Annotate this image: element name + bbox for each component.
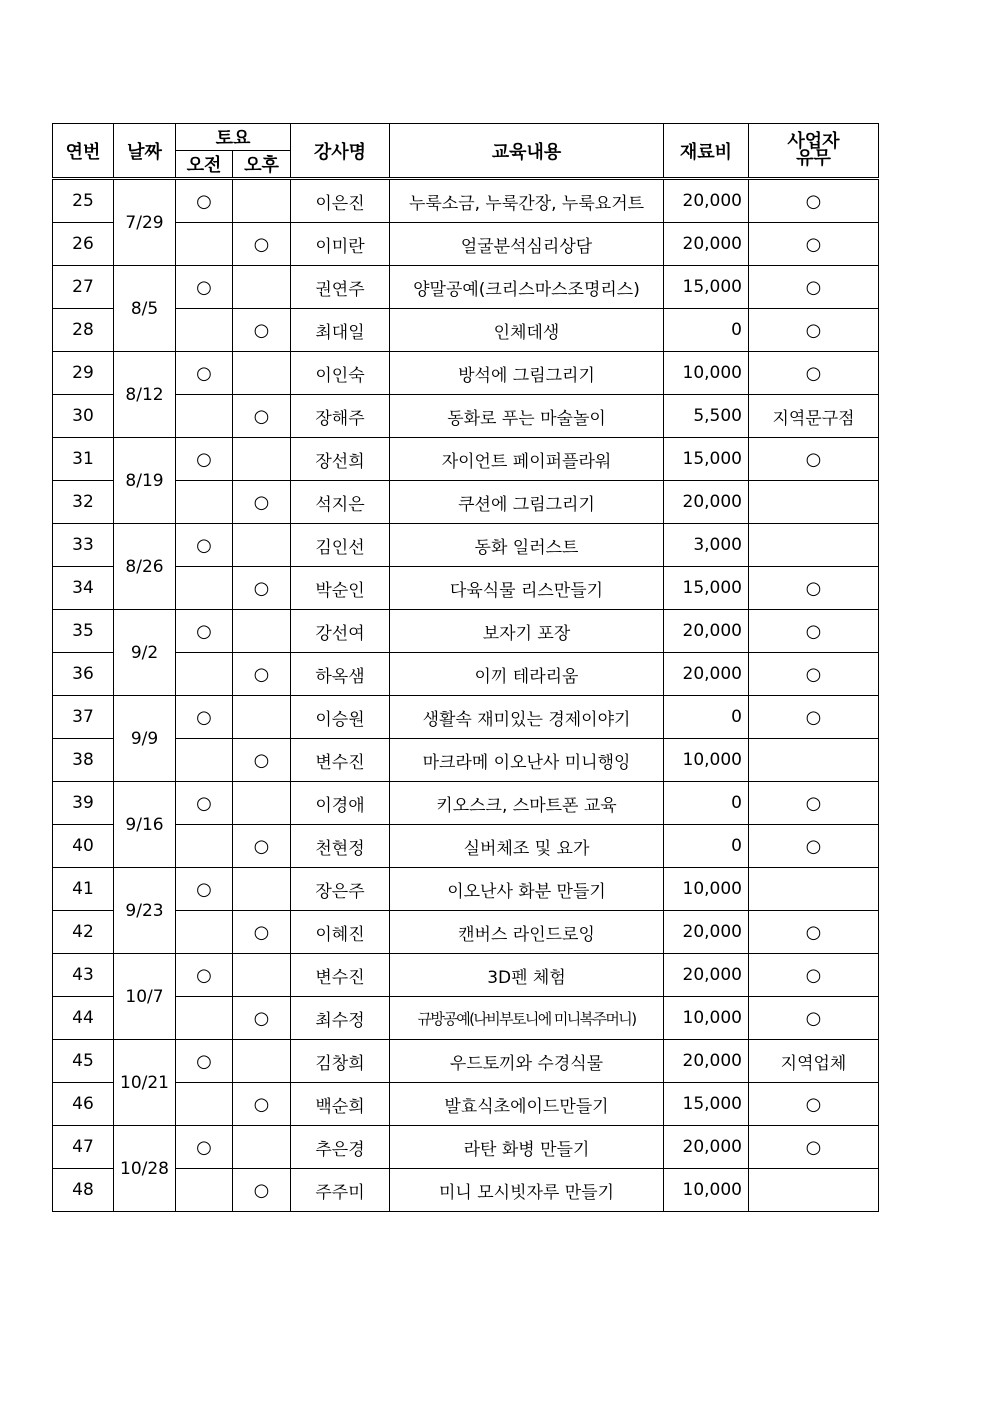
- row-business: ○: [749, 911, 879, 954]
- row-pm-mark: ○: [233, 911, 291, 954]
- row-date: 9/2: [114, 610, 176, 696]
- header-date: 날짜: [114, 124, 176, 179]
- row-fee: 10,000: [664, 868, 749, 911]
- table-row: [53, 352, 879, 395]
- header-content: 교육내용: [390, 124, 664, 179]
- row-instructor: 이인숙: [291, 352, 390, 395]
- row-am-mark: ○: [176, 696, 233, 739]
- row-fee: 20,000: [664, 481, 749, 524]
- table-row: [53, 696, 879, 739]
- row-instructor: 이경애: [291, 782, 390, 825]
- row-pm-mark: ○: [233, 825, 291, 868]
- row-pm-mark: [233, 524, 291, 567]
- row-fee: 15,000: [664, 438, 749, 481]
- row-business: ○: [749, 954, 879, 997]
- row-pm-mark: [233, 438, 291, 481]
- row-no: 35: [53, 610, 114, 653]
- row-no: 25: [53, 179, 114, 223]
- row-content: 양말공예(크리스마스조명리스): [390, 266, 664, 309]
- table-row: [53, 223, 879, 266]
- row-business: [749, 481, 879, 524]
- row-fee: 0: [664, 309, 749, 352]
- row-instructor: 주주미: [291, 1169, 390, 1212]
- table-row: [53, 825, 879, 868]
- row-instructor: 장은주: [291, 868, 390, 911]
- table-row: [53, 997, 879, 1040]
- row-instructor: 장선희: [291, 438, 390, 481]
- row-am-mark: [176, 1083, 233, 1126]
- row-no: 31: [53, 438, 114, 481]
- row-am-mark: ○: [176, 266, 233, 309]
- table-row: [53, 438, 879, 481]
- row-fee: 20,000: [664, 911, 749, 954]
- row-content: 규방공예(나비부토니에 미니복주머니): [390, 997, 664, 1040]
- row-fee: 5,500: [664, 395, 749, 438]
- row-no: 42: [53, 911, 114, 954]
- table-row: [53, 395, 879, 438]
- row-content: 쿠션에 그림그리기: [390, 481, 664, 524]
- header-am: 오전: [176, 151, 233, 179]
- row-business: [749, 868, 879, 911]
- row-am-mark: ○: [176, 524, 233, 567]
- row-pm-mark: ○: [233, 1169, 291, 1212]
- row-instructor: 이혜진: [291, 911, 390, 954]
- row-am-mark: [176, 739, 233, 782]
- header-business: [749, 124, 879, 179]
- header-pm: 오후: [233, 151, 291, 179]
- row-pm-mark: ○: [233, 481, 291, 524]
- header-instructor: 강사명: [291, 124, 390, 179]
- row-business: ○: [749, 696, 879, 739]
- row-instructor: 장해주: [291, 395, 390, 438]
- row-business: ○: [749, 997, 879, 1040]
- table-header: [53, 124, 879, 179]
- row-instructor: 김창희: [291, 1040, 390, 1083]
- row-business: ○: [749, 438, 879, 481]
- row-am-mark: ○: [176, 610, 233, 653]
- table-row: [53, 653, 879, 696]
- row-content: 키오스크, 스마트폰 교육: [390, 782, 664, 825]
- table-row: [53, 954, 879, 997]
- row-content: 얼굴분석심리상담: [390, 223, 664, 266]
- row-no: 30: [53, 395, 114, 438]
- row-pm-mark: [233, 1040, 291, 1083]
- row-fee: 0: [664, 825, 749, 868]
- row-business: ○: [749, 223, 879, 266]
- row-content: 발효식초에이드만들기: [390, 1083, 664, 1126]
- row-pm-mark: ○: [233, 309, 291, 352]
- row-business: ○: [749, 1126, 879, 1169]
- row-fee: 10,000: [664, 1169, 749, 1212]
- row-instructor: 최대일: [291, 309, 390, 352]
- row-pm-mark: [233, 179, 291, 223]
- row-date: 10/28: [114, 1126, 176, 1212]
- row-fee: 3,000: [664, 524, 749, 567]
- row-instructor: 추은경: [291, 1126, 390, 1169]
- table-row: [53, 567, 879, 610]
- row-no: 36: [53, 653, 114, 696]
- row-pm-mark: [233, 954, 291, 997]
- row-business: ○: [749, 653, 879, 696]
- row-no: 32: [53, 481, 114, 524]
- row-date: 9/23: [114, 868, 176, 954]
- row-pm-mark: [233, 868, 291, 911]
- row-fee: 10,000: [664, 997, 749, 1040]
- education-schedule-table: [52, 123, 879, 1212]
- row-pm-mark: ○: [233, 223, 291, 266]
- table-row: [53, 481, 879, 524]
- table-row: [53, 782, 879, 825]
- table-body: [53, 179, 879, 1212]
- row-fee: 20,000: [664, 179, 749, 223]
- row-content: 이오난사 화분 만들기: [390, 868, 664, 911]
- row-business: [749, 739, 879, 782]
- row-content: 누룩소금, 누룩간장, 누룩요거트: [390, 179, 664, 223]
- row-content: 인체데생: [390, 309, 664, 352]
- row-am-mark: ○: [176, 1126, 233, 1169]
- table-row: [53, 179, 879, 223]
- row-business: ○: [749, 567, 879, 610]
- row-fee: 20,000: [664, 954, 749, 997]
- table-row: [53, 524, 879, 567]
- table-row: [53, 911, 879, 954]
- row-fee: 20,000: [664, 1126, 749, 1169]
- table-row: [53, 1169, 879, 1212]
- table-row: [53, 309, 879, 352]
- row-date: 9/9: [114, 696, 176, 782]
- row-instructor: 이은진: [291, 179, 390, 223]
- row-business: ○: [749, 1083, 879, 1126]
- row-date: 10/7: [114, 954, 176, 1040]
- row-fee: 15,000: [664, 266, 749, 309]
- row-instructor: 변수진: [291, 954, 390, 997]
- row-content: 미니 모시빗자루 만들기: [390, 1169, 664, 1212]
- row-pm-mark: [233, 610, 291, 653]
- row-date: 8/12: [114, 352, 176, 438]
- table-row: [53, 1083, 879, 1126]
- row-am-mark: [176, 1169, 233, 1212]
- row-fee: 15,000: [664, 567, 749, 610]
- table-row: [53, 1126, 879, 1169]
- row-business: ○: [749, 266, 879, 309]
- table-row: [53, 266, 879, 309]
- row-fee: 20,000: [664, 610, 749, 653]
- row-pm-mark: [233, 696, 291, 739]
- row-pm-mark: ○: [233, 395, 291, 438]
- header-business-line2: 유무: [796, 147, 831, 169]
- header-fee: 재료비: [664, 124, 749, 179]
- row-date: 7/29: [114, 179, 176, 266]
- row-pm-mark: [233, 352, 291, 395]
- row-business: [749, 524, 879, 567]
- row-content: 라탄 화병 만들기: [390, 1126, 664, 1169]
- row-pm-mark: ○: [233, 739, 291, 782]
- row-instructor: 석지은: [291, 481, 390, 524]
- row-no: 33: [53, 524, 114, 567]
- row-am-mark: ○: [176, 438, 233, 481]
- row-instructor: 최수정: [291, 997, 390, 1040]
- row-fee: 0: [664, 696, 749, 739]
- row-fee: 15,000: [664, 1083, 749, 1126]
- row-content: 자이언트 페이퍼플라워: [390, 438, 664, 481]
- row-instructor: 김인선: [291, 524, 390, 567]
- row-instructor: 백순희: [291, 1083, 390, 1126]
- row-fee: 10,000: [664, 352, 749, 395]
- row-am-mark: ○: [176, 352, 233, 395]
- row-no: 46: [53, 1083, 114, 1126]
- row-date: 8/19: [114, 438, 176, 524]
- row-content: 다육식물 리스만들기: [390, 567, 664, 610]
- header-no: 연번: [53, 124, 114, 179]
- row-instructor: 강선여: [291, 610, 390, 653]
- row-no: 28: [53, 309, 114, 352]
- row-content: 방석에 그림그리기: [390, 352, 664, 395]
- row-pm-mark: [233, 1126, 291, 1169]
- row-business: ○: [749, 782, 879, 825]
- row-fee: 20,000: [664, 653, 749, 696]
- row-am-mark: ○: [176, 179, 233, 223]
- row-content: 실버체조 및 요가: [390, 825, 664, 868]
- row-no: 27: [53, 266, 114, 309]
- row-date: 9/16: [114, 782, 176, 868]
- row-date: 10/21: [114, 1040, 176, 1126]
- row-instructor: 박순인: [291, 567, 390, 610]
- row-content: 우드토끼와 수경식물: [390, 1040, 664, 1083]
- row-no: 40: [53, 825, 114, 868]
- row-fee: 0: [664, 782, 749, 825]
- header-business-text: [787, 130, 840, 169]
- row-pm-mark: ○: [233, 653, 291, 696]
- row-no: 39: [53, 782, 114, 825]
- row-fee: 10,000: [664, 739, 749, 782]
- row-am-mark: [176, 653, 233, 696]
- row-no: 41: [53, 868, 114, 911]
- row-am-mark: [176, 997, 233, 1040]
- row-content: 동화 일러스트: [390, 524, 664, 567]
- row-am-mark: ○: [176, 868, 233, 911]
- row-no: 43: [53, 954, 114, 997]
- row-pm-mark: ○: [233, 567, 291, 610]
- row-business: ○: [749, 309, 879, 352]
- row-instructor: 이미란: [291, 223, 390, 266]
- row-content: 3D펜 체험: [390, 954, 664, 997]
- row-content: 생활속 재미있는 경제이야기: [390, 696, 664, 739]
- row-business: [749, 1169, 879, 1212]
- row-am-mark: [176, 825, 233, 868]
- row-pm-mark: [233, 266, 291, 309]
- row-no: 29: [53, 352, 114, 395]
- row-am-mark: ○: [176, 782, 233, 825]
- row-business: ○: [749, 352, 879, 395]
- row-instructor: 하옥샘: [291, 653, 390, 696]
- row-no: 47: [53, 1126, 114, 1169]
- row-am-mark: [176, 481, 233, 524]
- row-instructor: 천현정: [291, 825, 390, 868]
- row-no: 38: [53, 739, 114, 782]
- row-am-mark: [176, 309, 233, 352]
- row-am-mark: ○: [176, 1040, 233, 1083]
- row-business: ○: [749, 610, 879, 653]
- row-no: 37: [53, 696, 114, 739]
- header-saturday: 토요: [176, 124, 291, 151]
- row-pm-mark: [233, 782, 291, 825]
- row-content: 캔버스 라인드로잉: [390, 911, 664, 954]
- row-pm-mark: ○: [233, 1083, 291, 1126]
- row-no: 48: [53, 1169, 114, 1212]
- header-business-line1: 사업자: [787, 130, 840, 152]
- row-no: 34: [53, 567, 114, 610]
- row-date: 8/26: [114, 524, 176, 610]
- row-business: 지역문구점: [749, 395, 879, 438]
- row-date: 8/5: [114, 266, 176, 352]
- row-business: ○: [749, 179, 879, 223]
- table-row: [53, 868, 879, 911]
- table-row: [53, 610, 879, 653]
- row-am-mark: [176, 911, 233, 954]
- row-no: 26: [53, 223, 114, 266]
- row-instructor: 권연주: [291, 266, 390, 309]
- row-content: 동화로 푸는 마술놀이: [390, 395, 664, 438]
- row-no: 45: [53, 1040, 114, 1083]
- row-am-mark: ○: [176, 954, 233, 997]
- row-am-mark: [176, 567, 233, 610]
- table-row: [53, 739, 879, 782]
- row-content: 마크라메 이오난사 미니행잉: [390, 739, 664, 782]
- row-content: 이끼 테라리움: [390, 653, 664, 696]
- row-pm-mark: ○: [233, 997, 291, 1040]
- row-am-mark: [176, 395, 233, 438]
- row-no: 44: [53, 997, 114, 1040]
- row-fee: 20,000: [664, 1040, 749, 1083]
- row-am-mark: [176, 223, 233, 266]
- table-row: [53, 1040, 879, 1083]
- row-fee: 20,000: [664, 223, 749, 266]
- row-instructor: 이승원: [291, 696, 390, 739]
- row-business: ○: [749, 825, 879, 868]
- row-instructor: 변수진: [291, 739, 390, 782]
- row-content: 보자기 포장: [390, 610, 664, 653]
- row-business: 지역업체: [749, 1040, 879, 1083]
